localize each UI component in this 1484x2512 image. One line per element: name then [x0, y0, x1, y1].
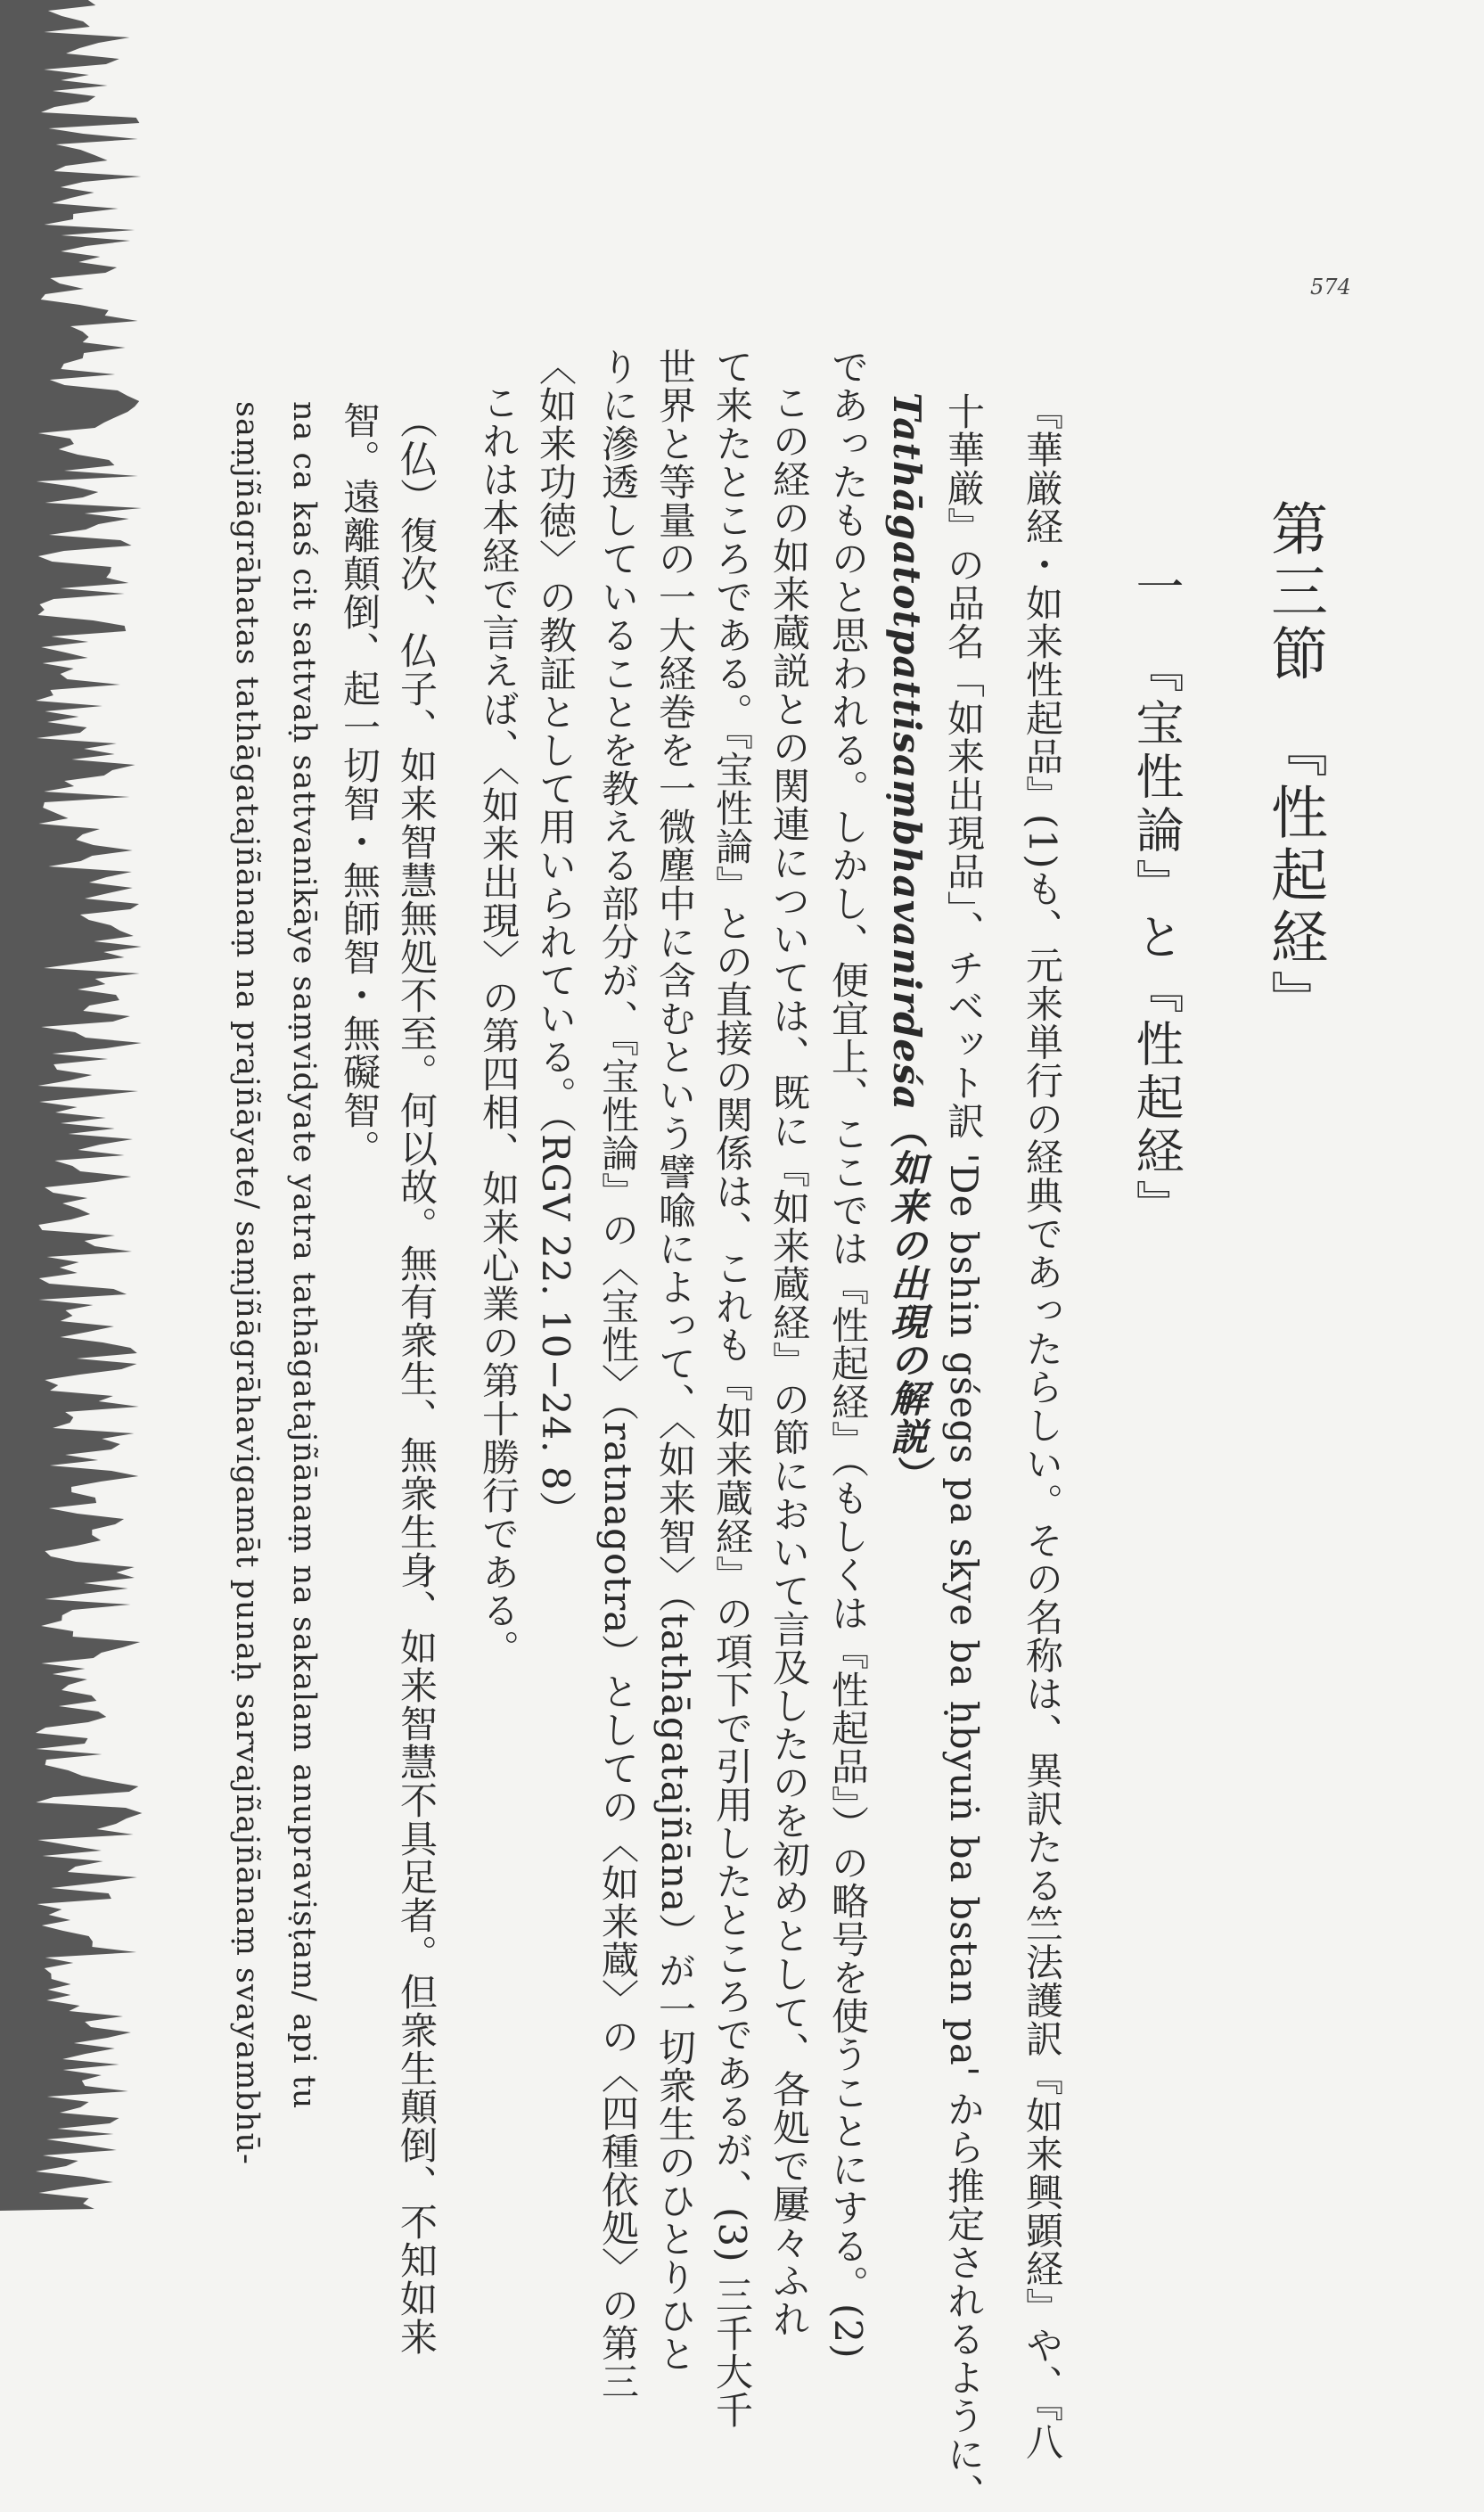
sanskrit-text: saṃjñāgrāhatas tathāgatajñānaṃ na prajñāyate/ saṃjñāgrāhavigamāt punaḥ sarvajñajñānaṃ svayambhū-: [229, 401, 265, 2165]
quotation-line: （仏）復次、仏子、如来智慧無処不至。何以故。無有衆生、無衆生身、如来智慧不具足者。但衆生顛倒、不知如来: [395, 401, 439, 2356]
scan-edge-artifact: [0, 0, 178, 2211]
paragraph-line: 〈如来功徳〉の教証として用いられている。（RGV 22. 10−24. 8）: [534, 348, 578, 1530]
paragraph-line: これは本経で言えば、〈如来出現〉の第四相、如来心業の第十勝行である。: [477, 383, 521, 1668]
subsection-heading: 一 『宝性論』と『性起経』: [1128, 562, 1185, 1233]
section-title: 第三節 『性起経』: [1261, 499, 1327, 1032]
paragraph-line: て来たところである。『宝性論』との直接の関係は、これも『如来蔵経』の項下で引用したところであるが、(3) 三千大千: [710, 348, 754, 2429]
paragraph-line: りに滲透していることを教える部分が、『宝性論』の〈宝性〉（ratnagotra）としての〈如来蔵〉の〈四種依処〉の第三: [596, 348, 640, 2401]
paragraph-line: 十華厳』の品名「如来出現品」、チベット訳 'De bshin gśegs pa skye ba ḥbyuṅ ba bstan pa' から推定されるように、: [942, 392, 986, 2512]
quotation-line: 智。遠離顛倒、起一切智・無師智・無礙智。: [338, 401, 381, 1168]
paragraph-line: であったものと思われる。しかし、便宜上、ここでは『性起経』（もしくは『性起品』）の略号を使うことにする。(2): [826, 348, 870, 2360]
scan-edge-shape: [0, 0, 142, 2211]
paragraph-line: 世界と等量の一大経巻を一微塵中に含むという譬喩によって、〈如来智〉（tathāgatajñāna）が一切衆生のひとりひと: [653, 348, 697, 2373]
sanskrit-title-line: Tathāgatotpattisaṃbhavanirdeśa（如来の出現の解説）: [885, 392, 929, 1494]
page-number: 574: [1310, 275, 1351, 300]
paragraph-line: この経の如来蔵説との関連については、既に『如来蔵経』の節において言及したのを初めとして、各処で屢々ふれ: [767, 383, 811, 2338]
sanskrit-text: na ca kaś cit sattvaḥ sattvanikāye saṃvidyate yatra tathāgatajñānaṃ na sakalam anupraviṣṭam/ api tu: [286, 401, 322, 2110]
paragraph-line: 『華厳経・如来性起品』(1)も、元来単行の経典であったらしい。その名称は、異訳たる竺法護訳『如来興顕経』や、『八: [1021, 392, 1064, 2461]
